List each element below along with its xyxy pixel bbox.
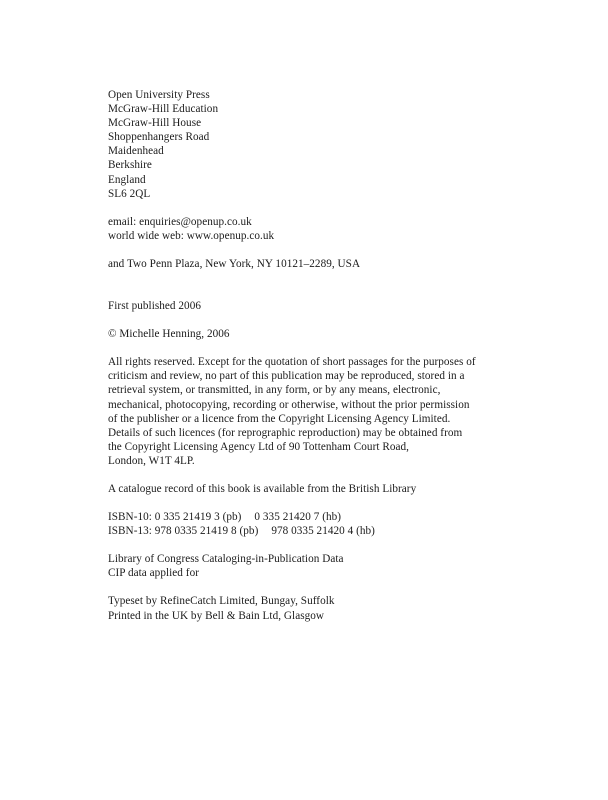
us-address-line: and Two Penn Plaza, New York, NY 10121–2289, USA <box>108 257 361 270</box>
rights-line: Details of such licences (for reprographic reproduction) may be obtained from <box>108 426 463 439</box>
isbn-13-pb: ISBN-13: 978 0335 21419 8 (pb) <box>108 525 259 538</box>
first-published <box>108 299 578 313</box>
cip-line: CIP data applied for <box>108 567 199 580</box>
rights-line: of the publisher or a licence from the Copyright Licensing Agency Limited. <box>108 412 451 425</box>
rights-line: All rights reserved. Except for the quotation of short passages for the purposes of <box>108 356 476 369</box>
address-line: Shoppenhangers Road <box>108 131 210 144</box>
catalogue-line: A catalogue record of this book is available from the British Library <box>108 482 417 495</box>
typeset-line: Typeset by RefineCatch Limited, Bungay, Suffolk <box>108 595 335 608</box>
isbn-13-hb: 978 0335 21420 4 (hb) <box>271 525 375 538</box>
copyright-page <box>108 88 578 623</box>
address-line: McGraw-Hill House <box>108 117 202 130</box>
isbn-10-pb: ISBN-10: 0 335 21419 3 (pb) <box>108 511 242 524</box>
rights-paragraph <box>108 355 578 468</box>
us-address <box>108 257 578 271</box>
rights-line: criticism and review, no part of this publication may be reproduced, stored in a <box>108 370 465 383</box>
cip-line: Library of Congress Cataloging-in-Publication Data <box>108 553 344 566</box>
rights-line: mechanical, photocopying, recording or otherwise, without the prior permission <box>108 398 470 411</box>
web-line: world wide web: www.openup.co.uk <box>108 229 275 242</box>
catalogue-record <box>108 482 578 496</box>
address-line: Maidenhead <box>108 145 164 158</box>
printed-line: Printed in the UK by Bell & Bain Ltd, Glasgow <box>108 609 325 622</box>
first-published-line: First published 2006 <box>108 300 201 313</box>
copyright-notice <box>108 327 578 341</box>
isbn-10-hb: 0 335 21420 7 (hb) <box>254 511 342 524</box>
isbn-block <box>108 510 578 538</box>
address-line: Berkshire <box>108 159 152 172</box>
rights-line: retrieval system, or transmitted, in any form, or by any means, electronic, <box>108 384 441 397</box>
isbn-13-row <box>108 524 578 538</box>
address-line: Open University Press <box>108 89 210 101</box>
address-line: McGraw-Hill Education <box>108 103 219 116</box>
address-line: England <box>108 173 146 186</box>
rights-line: the Copyright Licensing Agency Ltd of 90 Tottenham Court Road, <box>108 440 410 453</box>
copyright-line: © Michelle Henning, 2006 <box>108 328 230 341</box>
address-line: SL6 2QL <box>108 187 151 200</box>
isbn-10-row <box>108 510 578 524</box>
contact-info <box>108 215 578 243</box>
production-credits <box>108 594 578 622</box>
publisher-address <box>108 88 578 201</box>
rights-line: London, W1T 4LP. <box>108 454 195 467</box>
email-line: email: enquiries@openup.co.uk <box>108 215 252 228</box>
cip-data <box>108 552 578 580</box>
